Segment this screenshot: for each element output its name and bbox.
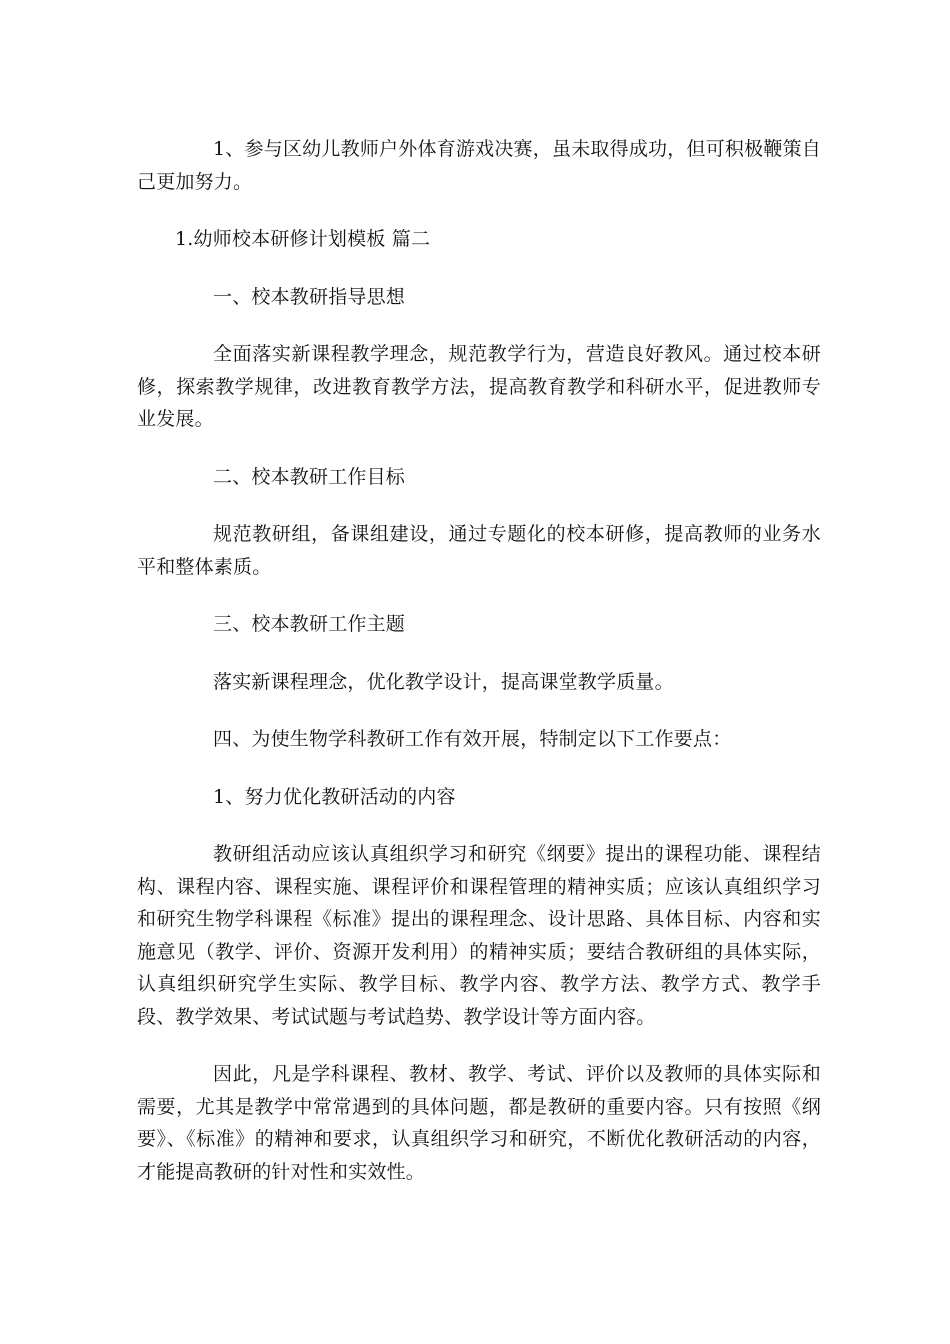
heading-work-theme: 三、校本教研工作主题 xyxy=(213,613,406,635)
paragraph-therefore: 因此，凡是学科课程、教材、教学、考试、评价以及教师的具体实际和需要，尤其是教学中常常遇到的具体问题，都是教研的重要内容。只有按照《纲要》、《标准》的精神和要求，认真组织学习和研究，不断优化教研活动的内容，才能提高教研的针对性和实效性。 xyxy=(137,1063,821,1183)
heading-work-goal: 二、校本教研工作目标 xyxy=(213,465,406,488)
paragraph-guiding-idea: 全面落实新课程教学理念，规范教学行为，营造良好教风。通过校本研修，探索教学规律，改进教育教学方法，提高教育教学和科研水平，促进教师专业发展。 xyxy=(137,343,821,430)
paragraph-work-theme: 落实新课程理念，优化教学设计，提高课堂教学质量。 xyxy=(213,670,674,693)
paragraph-research-activities: 教研组活动应该认真组织学习和研究《纲要》提出的课程功能、课程结构、课程内容、课程实施、课程评价和课程管理的精神实质；应该认真组织学习和研究生物学科课程《标准》提出的课程理念、设计思路、具体目标、内容和实施意见（教学、评价、资源开发利用）的精神实质；要结合教研组的具体实际，认真组织研究学生实际、教学目标、教学内容、教学方法、教学方式、教学手段、教学效果、考试试题与考试趋势、教学设计等方面内容。 xyxy=(137,843,821,1028)
section-title: 1.幼师校本研修计划模板 篇二 xyxy=(175,228,431,250)
paragraph-contest-note: 1、参与区幼儿教师户外体育游戏决赛，虽未取得成功，但可积极鞭策自己更加努力。 xyxy=(137,138,821,193)
heading-work-points: 四、为使生物学科教研工作有效开展，特制定以下工作要点： xyxy=(213,728,732,750)
heading-guiding-idea: 一、校本教研指导思想 xyxy=(213,285,406,308)
heading-optimize-content: 1、努力优化教研活动的内容 xyxy=(213,785,456,808)
paragraph-work-goal: 规范教研组，备课组建设，通过专题化的校本研修，提高教师的业务水平和整体素质。 xyxy=(137,523,821,578)
document-body xyxy=(137,133,821,1188)
